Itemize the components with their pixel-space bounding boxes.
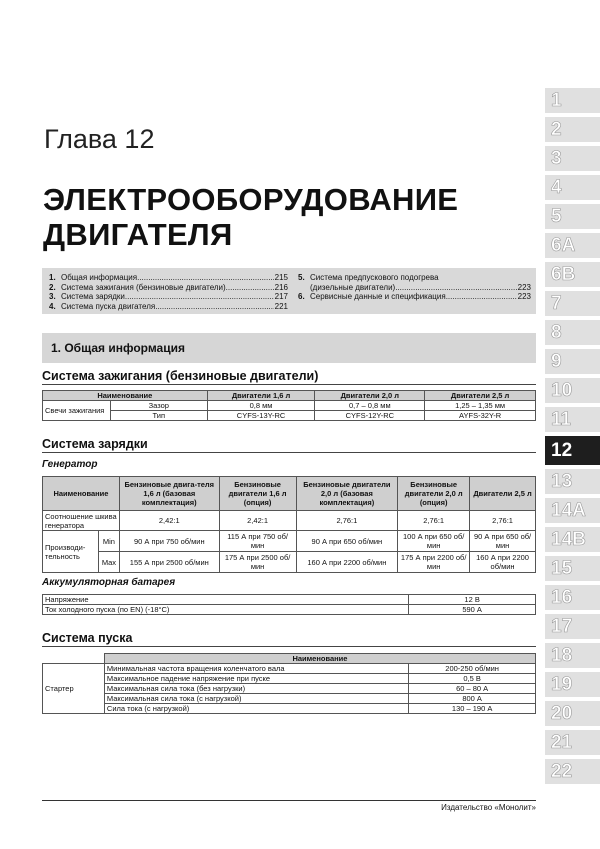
chapter-tab[interactable]: 6А xyxy=(545,233,600,258)
chapter-tab[interactable]: 14А xyxy=(545,498,600,523)
toc-text: (дизельные двигатели) xyxy=(310,282,396,292)
chapter-title xyxy=(43,182,458,252)
cell: 2,42:1 xyxy=(119,511,219,531)
cell: 800 А xyxy=(409,694,536,704)
toc-entry[interactable] xyxy=(49,273,288,283)
toc-num: 6. xyxy=(298,292,305,301)
chapter-tab-active[interactable]: 12 xyxy=(545,436,600,465)
row-label: Ток холодного пуска (по EN) (-18°C) xyxy=(43,605,409,615)
table-row xyxy=(43,605,536,615)
toc-page: 223 xyxy=(517,292,531,301)
cell: 2,76:1 xyxy=(296,511,398,531)
chapter-tab[interactable]: 17 xyxy=(545,614,600,639)
toc-text: Система предпускового подогрева xyxy=(310,273,439,282)
divider xyxy=(42,452,536,453)
cell: 160 А при 2200 об/мин xyxy=(296,552,398,573)
starting-heading: Система пуска xyxy=(42,631,133,645)
cell: 155 А при 2500 об/мин xyxy=(119,552,219,573)
chapter-tab[interactable]: 16 xyxy=(545,585,600,610)
table-row xyxy=(43,674,536,684)
cell: 100 А при 650 об/мин xyxy=(398,531,470,552)
toc-num: 2. xyxy=(49,282,56,292)
header-cell: Бензиновые двигатели 2,0 л (опция) xyxy=(398,477,470,511)
toc-text: Сервисные данные и спецификация xyxy=(310,292,446,301)
toc-entry[interactable] xyxy=(298,292,531,302)
battery-table xyxy=(42,594,536,615)
chapter-tab[interactable]: 3 xyxy=(545,146,600,171)
header-cell: Бензиновые двига-теля 1,6 л (базовая комплектация) xyxy=(119,477,219,511)
ignition-heading: Система зажигания (бензиновые двигатели) xyxy=(42,369,319,383)
toc-entry[interactable] xyxy=(49,302,288,312)
row-label: Стартер xyxy=(43,664,105,714)
toc-num: 4. xyxy=(49,301,56,311)
chapter-tab[interactable]: 2 xyxy=(545,117,600,142)
row-label: Производи-тельность xyxy=(43,531,99,573)
cell: Минимальная частота вращения коленчатого вала xyxy=(104,664,408,674)
cell: 130 – 190 А xyxy=(409,704,536,714)
generator-heading: Генератор xyxy=(42,459,98,470)
table-row xyxy=(43,401,536,411)
chapter-tab[interactable]: 19 xyxy=(545,672,600,697)
header-cell: Двигатели 1,6 л xyxy=(207,391,315,401)
cell: Максимальное падение напряжение при пуске xyxy=(104,674,408,684)
cell: 0,5 В xyxy=(409,674,536,684)
table-of-contents xyxy=(42,268,536,314)
chapter-tab[interactable]: 9 xyxy=(545,349,600,374)
divider xyxy=(42,384,536,385)
table-row xyxy=(43,664,536,674)
cell: 590 А xyxy=(409,605,536,615)
cell: 90 А при 750 об/мин xyxy=(119,531,219,552)
chapter-tab[interactable]: 20 xyxy=(545,701,600,726)
toc-entry[interactable] xyxy=(49,283,288,293)
toc-text: Система зарядки xyxy=(61,292,125,301)
toc-text: Система пуска двигателя xyxy=(61,301,156,311)
cell: 90 А при 650 об/мин xyxy=(296,531,398,552)
chapter-tab[interactable]: 21 xyxy=(545,730,600,755)
ignition-table xyxy=(42,390,536,421)
charging-heading: Система зарядки xyxy=(42,437,148,451)
toc-page: 216 xyxy=(274,282,288,292)
toc-right-column xyxy=(298,273,531,302)
cell: 200-250 об/мин xyxy=(409,664,536,674)
chapter-label: Глава 12 xyxy=(44,124,155,154)
cell: 12 В xyxy=(409,595,536,605)
cell: 2,76:1 xyxy=(398,511,470,531)
cell: AYFS-32Y-R xyxy=(425,411,536,421)
table-row xyxy=(43,511,536,531)
table-row xyxy=(43,531,536,552)
cell: 60 – 80 А xyxy=(409,684,536,694)
chapter-tab[interactable]: 1 xyxy=(545,88,600,113)
chapter-title-line-2: ДВИГАТЕЛЯ xyxy=(43,217,233,252)
table-row xyxy=(43,694,536,704)
publisher: Издательство «Монолит» xyxy=(441,803,536,812)
cell: Min xyxy=(98,531,119,552)
toc-entry[interactable] xyxy=(298,273,531,283)
toc-num: 3. xyxy=(49,292,56,301)
cell: 175 А при 2200 об/мин xyxy=(398,552,470,573)
cell: CYFS-12Y-RC xyxy=(315,411,425,421)
header-cell: Бензиновые двигатели 2,0 л (базовая комплектация) xyxy=(296,477,398,511)
header-cell: Наименование xyxy=(104,654,535,664)
chapter-title-line-1: ЭЛЕКТРООБОРУДОВАНИЕ xyxy=(43,182,459,217)
cell: 2,42:1 xyxy=(219,511,296,531)
cell: CYFS-13Y-RC xyxy=(207,411,315,421)
toc-num: 1. xyxy=(49,273,56,282)
chapter-tab[interactable]: 4 xyxy=(545,175,600,200)
cell: Зазор xyxy=(110,401,207,411)
chapter-tab[interactable]: 22 xyxy=(545,759,600,784)
section-header xyxy=(42,333,536,363)
row-label: Соотношение шкива генератора xyxy=(43,511,120,531)
toc-num: 5. xyxy=(298,273,305,282)
toc-text: Система зажигания (бензиновые двигатели) xyxy=(61,282,226,292)
chapter-tab[interactable]: 14В xyxy=(545,527,600,552)
chapter-tab[interactable]: 7 xyxy=(545,291,600,316)
cell: 0,8 мм xyxy=(207,401,315,411)
table-row xyxy=(43,411,536,421)
cell: 2,76:1 xyxy=(470,511,536,531)
toc-text: Общая информация xyxy=(61,273,138,282)
toc-page: 215 xyxy=(274,273,288,282)
chapter-tab[interactable]: 10 xyxy=(545,378,600,403)
cell: 1,25 – 1,35 мм xyxy=(425,401,536,411)
header-cell: Двигатели 2,5 л xyxy=(470,477,536,511)
cell: 160 А при 2200 об/мин xyxy=(470,552,536,573)
table-row xyxy=(43,704,536,714)
table-row xyxy=(43,552,536,573)
cell: Максимальная сила тока (без нагрузки) xyxy=(104,684,408,694)
cell: 175 А при 2500 об/мин xyxy=(219,552,296,573)
starter-table xyxy=(42,653,536,714)
header-cell: Бензиновые двигатели 1,6 л (опция) xyxy=(219,477,296,511)
footer-divider xyxy=(42,800,536,801)
header-cell: Наименование xyxy=(43,391,208,401)
header-cell: Двигатели 2,5 л xyxy=(425,391,536,401)
generator-table xyxy=(42,476,536,573)
table-row xyxy=(43,595,536,605)
battery-heading: Аккумуляторная батарея xyxy=(42,577,176,588)
cell: 115 А при 750 об/мин xyxy=(219,531,296,552)
toc-page: 223 xyxy=(517,282,531,292)
row-label: Свечи зажигания xyxy=(43,401,111,421)
cell: 90 А при 650 об/мин xyxy=(470,531,536,552)
cell: Сила тока (с нагрузкой) xyxy=(104,704,408,714)
cell: 0,7 – 0,8 мм xyxy=(315,401,425,411)
toc-entry-continued[interactable] xyxy=(298,283,531,293)
row-label: Напряжение xyxy=(43,595,409,605)
toc-entry[interactable] xyxy=(49,292,288,302)
chapter-tabs xyxy=(545,88,600,788)
section-title: 1. Общая информация xyxy=(51,341,185,355)
header-cell: Наименование xyxy=(43,477,120,511)
chapter-tab[interactable]: 5 xyxy=(545,204,600,229)
chapter-tab[interactable]: 8 xyxy=(545,320,600,345)
cell: Max xyxy=(98,552,119,573)
chapter-tab[interactable]: 13 xyxy=(545,469,600,494)
toc-page: 221 xyxy=(274,301,288,311)
divider xyxy=(42,646,536,647)
chapter-tab[interactable]: 18 xyxy=(545,643,600,668)
table-row xyxy=(43,684,536,694)
chapter-tab[interactable]: 11 xyxy=(545,407,600,432)
cell: Тип xyxy=(110,411,207,421)
chapter-tab[interactable]: 15 xyxy=(545,556,600,581)
chapter-tab[interactable]: 6В xyxy=(545,262,600,287)
toc-page: 217 xyxy=(274,292,288,301)
cell: Максимальная сила тока (с нагрузкой) xyxy=(104,694,408,704)
header-cell: Двигатели 2,0 л xyxy=(315,391,425,401)
toc-left-column xyxy=(49,273,288,311)
